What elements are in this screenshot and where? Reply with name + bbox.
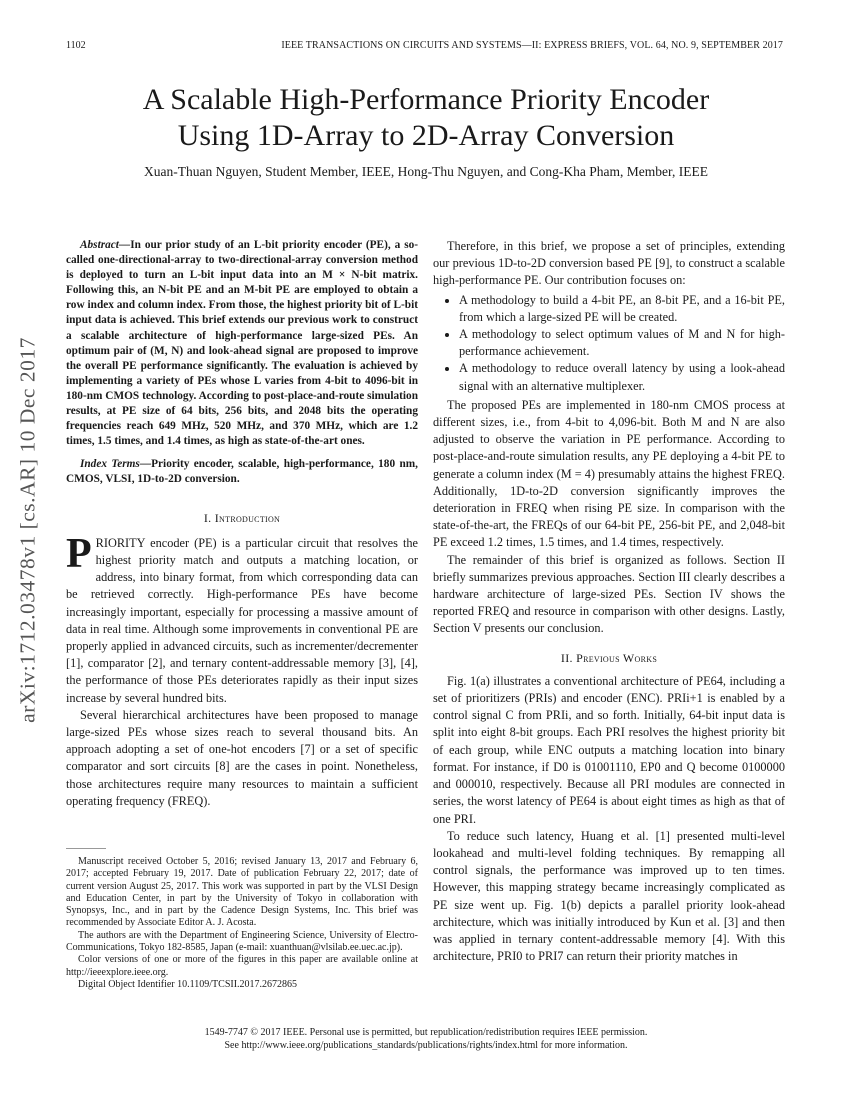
intro-paragraph-1-text: RIORITY encoder (PE) is a particular circuit that resolves the highest priority match and outputs a matching location, or address, into binary format, from which corresponding data can be retrieved correctly. High-performance PEs have become increasingly important, especially for processing a massive amount of data in real time. Although some improvements in conventional PE are properly applied in advanced circuits, such as incrementer/decrementer [1], comparator [2], and ternary content-addressable memory [3], [4], the performance of those PEs deteriorates rapidly as their input sizes increase by several hundred bits.: [66, 535, 418, 705]
intro-paragraph-5: The remainder of this brief is organized as follows. Section II briefly summarizes previous approaches. Section III clearly describes a hardware architecture of large-sized PEs. Section IV shows the reported FREQ and resource in comparison with other designs. Lastly, Section V presents our conclusion.: [433, 552, 785, 636]
copyright-notice: [66, 1026, 786, 1052]
left-column: [66, 238, 418, 810]
list-item: • A methodology to select optimum values of M and N for high-performance achievement.: [459, 326, 785, 360]
right-column: [433, 238, 785, 965]
footnote-color: Color versions of one or more of the figures in this paper are available online at http://ieeexplore.ieee.org.: [66, 954, 418, 978]
abstract-text: In our prior study of an L-bit priority encoder (PE), a so-called one-directional-array to two-directional-array conversion method is deployed to turn an L-bit input data into an M × N-bit matrix. Following this, an N-bit PE and an M-bit PE are employed to obtain a row index and column index. From those, the highest priority bit of L-bit input data is achieved. This brief extends our previous work to construct a scalable architecture of high-performance large-sized PEs. An optimum pair of (M, N) and look-ahead signal are proposed to improve the overall PE performance significantly. The evaluation is achieved by implementing a variety of PEs whose L varies from 4-bit to 4096-bit in 180-nm CMOS technology. According to post-place-and-route simulation results, at PE size of 64 bits, 256 bits, and 2048 bits the operating frequencies reach 649 MHz, 520 MHz, and 370 MHz, which are 1.2 times, 1.5 times, and 1.4 times, as high as state-of-the-art ones.: [66, 239, 418, 448]
footnotes: [66, 856, 418, 991]
copyright-line-2: See http://www.ieee.org/publications_standards/publications/rights/index.html for more information.: [224, 1040, 628, 1051]
index-terms-label: Index Terms—: [80, 458, 152, 471]
page-number: 1102: [66, 40, 86, 51]
paper-title-line-1: A Scalable High-Performance Priority Encoder: [142, 83, 710, 116]
footnote-rule: [66, 848, 106, 849]
section-heading-introduction: I. Introduction: [203, 510, 281, 525]
footnote-authors: The authors are with the Department of Engineering Science, University of Electro-Communications, Tokyo 182-8585, Japan (e-mail: xuanthuan@vlsilab.ee.uec.ac.jp).: [66, 929, 418, 954]
drop-cap: P: [66, 530, 92, 577]
intro-paragraph-4: The proposed PEs are implemented in 180-nm CMOS process at different sizes, i.e., from 4-bit to 4,096-bit. Both M and N are also adjusted to observe the variation in PE performance. According to post-place-and-route simulation results, any PE deploying a 4-bit PE to generate a column index (M = 4) presumably attains the highest FREQ. Additionally, 1D-to-2D conversion significantly improves the deterioration in FREQ when rising PE size. In comparison with the state-of-the-art, the FREQs of our 64-bit PE, 256-bit PE, and 2,048-bit PE exceed 1.2 times, 1.5 times, and 1.4 times, respectively.: [433, 397, 785, 550]
footnote-manuscript: Manuscript received October 5, 2016; revised January 13, 2017 and February 6, 2017; accepted February 19, 2017. Date of publication February 22, 2017; date of current version August 25, 2017. This work was supported in part by the VLSI Design and Education Center, in part by the University of Tokyo in collaboration with Synopsys, Inc., and in part by the Cadence Design Systems, Inc. This brief was recommended by Associate Editor A. J. Acosta.: [66, 856, 418, 929]
section-heading-previous-works: II. Previous Works: [560, 650, 658, 665]
index-terms: [66, 457, 418, 487]
index-terms-text: Priority encoder, scalable, high-performance, 180 nm, CMOS, VLSI, 1D-to-2D conversion.: [66, 458, 418, 486]
list-item: • A methodology to reduce overall latency by using a look-ahead signal with an alternative multiplexer.: [459, 360, 785, 394]
previous-works-paragraph-1: Fig. 1(a) illustrates a conventional architecture of PE64, including a set of prioritizers (PRIs) and encoder (ENC). PRIi+1 is enabled by a control signal C from PRIi, and so forth. Initially, 64-bit input data is split into eight 8-bit groups. Each PRI resolves the highest priority bit of each group, while ENC outputs a matching location into binary format. For instance, if D0 is 01001110, EP0 and Q become 0100000 and 000010, respectively. Because all PRI modules are connected in series, the worst latency of PE64 is about eight times as high as that of one PRI.: [433, 673, 785, 826]
abstract: [66, 238, 418, 449]
footnote-doi: Digital Object Identifier 10.1109/TCSII.2017.2672865: [78, 978, 298, 990]
abstract-label: Abstract—: [80, 239, 131, 251]
list-item: • A methodology to build a 4-bit PE, an 8-bit PE, and a 16-bit PE, from which a large-sized PE will be created.: [459, 292, 785, 326]
paper-title-line-2: Using 1D-Array to 2D-Array Conversion: [177, 119, 675, 152]
running-head: IEEE TRANSACTIONS ON CIRCUITS AND SYSTEMS—II: EXPRESS BRIEFS, VOL. 64, NO. 9, SEPTEMBER 2017: [281, 40, 783, 51]
contribution-list: [433, 292, 785, 395]
arxiv-stamp-text: arXiv:1712.03478v1 [cs.AR] 10 Dec 2017: [15, 337, 40, 723]
previous-works-paragraph-2: To reduce such latency, Huang et al. [1] presented multi-level lookahead and multi-level folding techniques. By remapping all control signals, the performance was improved up to ten times. However, this mapping strategy became increasingly complicated as PE size went up. Fig. 1(b) depicts a parallel priority look-ahead architecture, which was initially introduced by Kun et al. [3] and then was applied in ternary content-addressable memory [4]. With this architecture, PRI0 to PRI7 can return their priority matches in: [433, 828, 785, 964]
copyright-line-1: 1549-7747 © 2017 IEEE. Personal use is permitted, but republication/redistribution requires IEEE permission.: [204, 1027, 648, 1038]
intro-paragraph-1: [66, 530, 418, 707]
intro-paragraph-2: Several hierarchical architectures have been proposed to manage large-sized PEs whose sizes reach to several thousand bits. An approach adopting a set of one-hot encoders [7] or a set of specific comparator and sort circuits [8] are the cases in point. Nonetheless, those architectures require many resources to maintain a sufficient operating frequency (FREQ).: [66, 707, 418, 808]
author-list: Xuan-Thuan Nguyen, Student Member, IEEE, Hong-Thu Nguyen, and Cong-Kha Pham, Member, IEEE: [144, 164, 708, 179]
arxiv-stamp: [8, 280, 48, 780]
intro-paragraph-3: Therefore, in this brief, we propose a set of principles, extending our previous 1D-to-2D conversion based PE [9], to construct a scalable high-performance PE. Our contribution focuses on:: [433, 239, 785, 288]
